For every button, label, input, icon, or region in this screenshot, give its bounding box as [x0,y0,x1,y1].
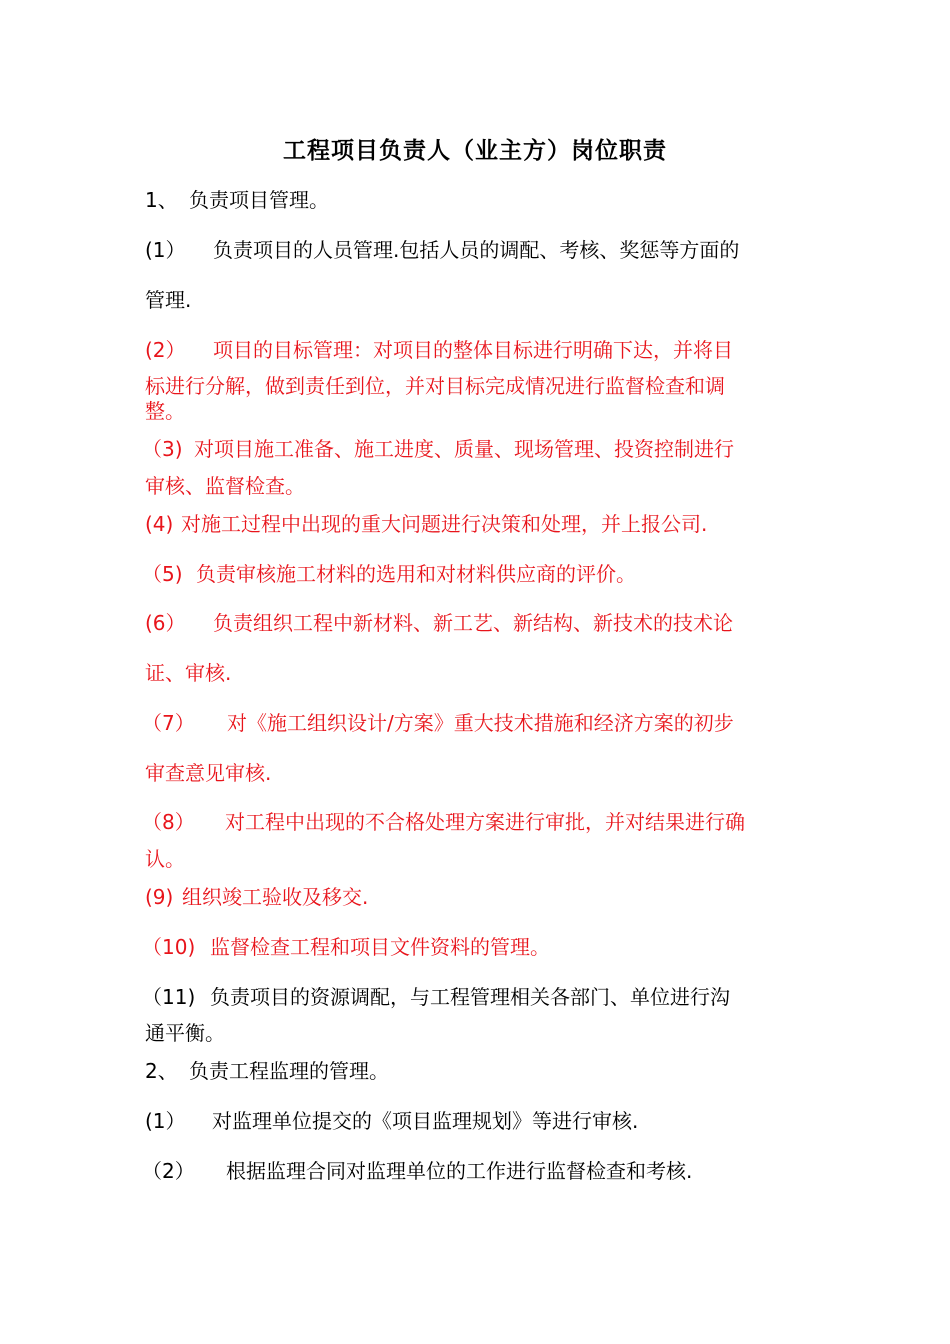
item-1-8-continued [145,846,185,872]
item-text: 负责项目管理。 [189,188,329,212]
item-text: 标进行分解，做到责任到位，并对目标完成情况进行监督检查和调 [145,374,725,398]
item-text: 对施工过程中出现的重大问题进行决策和处理，并上报公司. [181,512,708,536]
item-1-10 [142,934,550,960]
item-text: 对项目施工准备、施工进度、质量、现场管理、投资控制进行 [194,437,734,461]
item-text: 负责工程监理的管理。 [189,1059,389,1083]
document-title: 工程项目负责人（业主方）岗位职责 [283,138,667,164]
item-text: 认。 [145,847,185,871]
item-1-1-continued [145,287,191,313]
item-1-8 [142,809,745,835]
item-text: 整。 [145,399,185,423]
item-number: （8） [142,810,195,834]
item-1-3 [142,436,734,462]
item-text: 组织竣工验收及移交. [182,885,369,909]
item-1-6 [145,610,733,636]
item-number: （10) [142,935,196,959]
item-text: 管理. [145,288,192,312]
item-number: （2） [142,1159,195,1183]
item-text: 负责组织工程中新材料、新工艺、新结构、新技术的技术论 [213,611,733,635]
section-2-heading [145,1058,389,1084]
item-2-2 [142,1158,692,1184]
item-text: 审查意见审核. [145,761,272,785]
item-number: （5) [142,562,183,586]
item-number: （11) [142,985,196,1009]
item-number: (6） [145,611,186,635]
item-1-4 [145,511,707,537]
item-1-7 [142,710,734,736]
item-number: 2、 [145,1059,178,1083]
item-1-1 [145,237,739,263]
item-1-2-continued [145,398,185,424]
section-1-heading [145,187,329,213]
item-text: 对工程中出现的不合格处理方案进行审批，并对结果进行确 [225,810,745,834]
item-text: 负责项目的人员管理.包括人员的调配、考核、奖惩等方面的 [213,238,740,262]
item-1-11 [142,984,730,1010]
item-text: 审核、监督检查。 [145,474,305,498]
item-1-11-continued [145,1020,225,1046]
item-1-9 [145,884,368,910]
item-number: (1） [145,238,186,262]
item-number: (1） [145,1109,186,1133]
item-text: 对《施工组织设计/方案》重大技术措施和经济方案的初步 [227,711,734,735]
item-text: 项目的目标管理：对项目的整体目标进行明确下达，并将目 [213,338,733,362]
item-number: (2） [145,338,186,362]
item-text: 根据监理合同对监理单位的工作进行监督检查和考核. [226,1159,693,1183]
item-text: 通平衡。 [145,1021,225,1045]
item-number: 1、 [145,188,178,212]
item-text: 证、审核. [145,661,232,685]
item-number: (9) [145,885,174,909]
item-1-2 [145,337,733,363]
item-1-3-continued [145,473,305,499]
item-number: （3) [142,437,183,461]
item-number: (4) [145,512,174,536]
item-1-7-continued [145,760,271,786]
item-text: 负责审核施工材料的选用和对材料供应商的评价。 [196,562,636,586]
item-text: 监督检查工程和项目文件资料的管理。 [210,935,550,959]
item-1-6-continued [145,660,231,686]
item-1-5 [142,561,636,587]
item-number: （7） [142,711,195,735]
item-2-1 [145,1108,638,1134]
item-text: 负责项目的资源调配，与工程管理相关各部门、单位进行沟 [210,985,730,1009]
item-text: 对监理单位提交的《项目监理规划》等进行审核. [212,1109,639,1133]
item-1-2-continued [145,373,725,399]
